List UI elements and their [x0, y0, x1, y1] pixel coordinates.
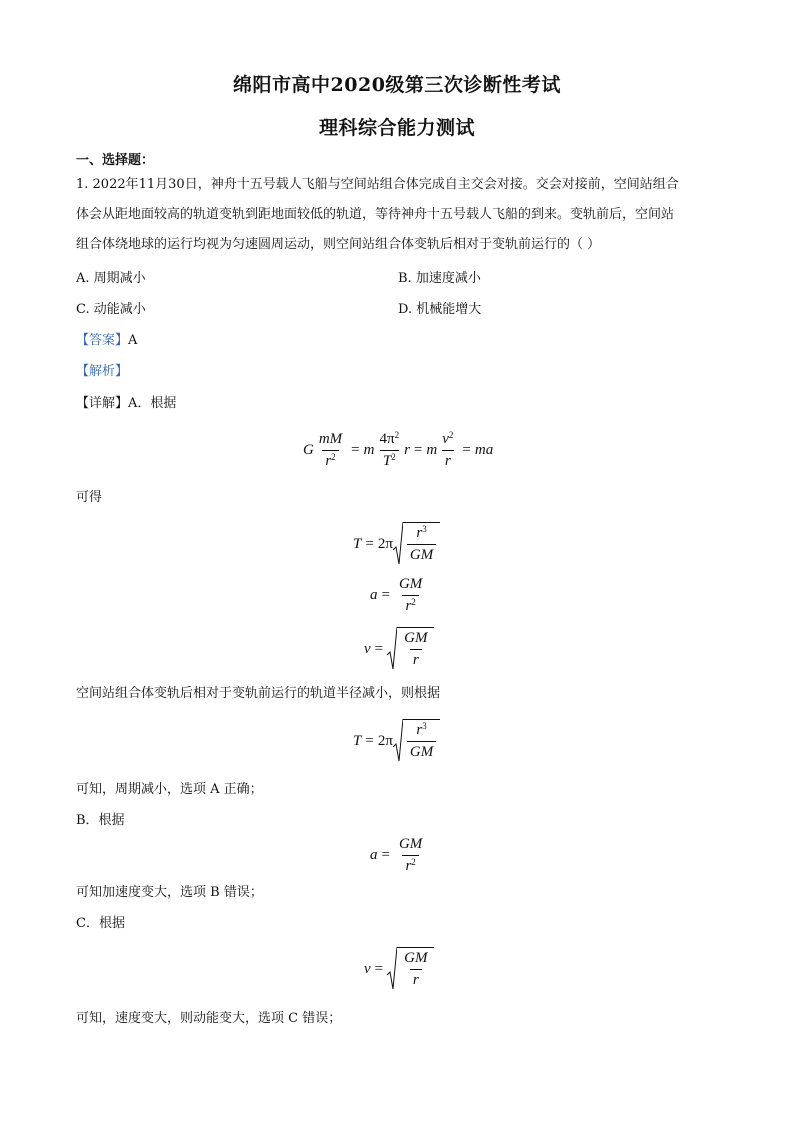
answer-line — [76, 332, 137, 349]
page-title: 绵阳市高中2020级第三次诊断性考试 — [233, 74, 561, 96]
question-line-3: 组合体绕地球的运行均视为匀速圆周运动，则空间站组合体变轨后相对于变轨前运行的（ ） — [76, 237, 601, 252]
conclusion-b: 可知加速度变大，选项 B 错误； — [76, 885, 263, 900]
equation-acceleration: a = $\frac{GM}{r^2}$ — [370, 576, 423, 614]
detail-text: A．根据 — [128, 396, 177, 411]
question-line-1: 1. 2022年11月30日，神舟十五号载人飞船与空间站组合体完成自主交会对接。交会对接前，空间站组合 — [76, 177, 679, 192]
label-c: C．根据 — [76, 916, 125, 931]
option-a: A. 周期减小 — [76, 271, 146, 286]
label-b: B．根据 — [76, 813, 125, 828]
option-c: C. 动能减小 — [76, 302, 146, 317]
text-kede: 可得 — [76, 490, 103, 505]
section-heading: 一、选择题： — [76, 153, 155, 168]
text-orbit-radius: 空间站组合体变轨后相对于变轨前运行的轨道半径减小，则根据 — [76, 686, 441, 701]
equation-period: T = 2π $\frac{r^3}{GM}$ — [353, 522, 440, 566]
page-subtitle: 理科综合能力测试 — [318, 117, 475, 139]
option-d: D. 机械能增大 — [398, 302, 482, 317]
answer-value: A — [128, 333, 138, 348]
equation-period-2: T = 2π $\frac{r^3}{GM}$ — [353, 719, 440, 763]
option-b: B. 加速度减小 — [398, 271, 481, 286]
question-line-2: 体会从距地面较高的轨道变轨到距地面较低的轨道，等待神舟十五号载人飞船的到来。变轨前后，空间站 — [76, 207, 675, 222]
detail-tag: 【详解】 — [76, 396, 129, 411]
conclusion-a: 可知，周期减小，选项 A 正确； — [76, 782, 263, 797]
equation-gravity: G $\frac{mM}{r^2}$ = m $\frac{4\pi^2}{T^2}$ r = m $\frac{v^2}{r}$ = ma — [303, 430, 494, 469]
equation-acceleration-2: a = $\frac{GM}{r^2}$ — [370, 836, 423, 874]
detail-line — [76, 395, 176, 412]
answer-tag: 【答案】 — [76, 333, 129, 348]
conclusion-c: 可知，速度变大，则动能变大，选项 C 错误； — [76, 1011, 342, 1026]
equation-velocity: v = $\frac{GM}{r}$ — [364, 627, 434, 671]
analysis-tag: 【解析】 — [76, 364, 129, 379]
equation-velocity-2: v = $\frac{GM}{r}$ — [364, 947, 434, 991]
